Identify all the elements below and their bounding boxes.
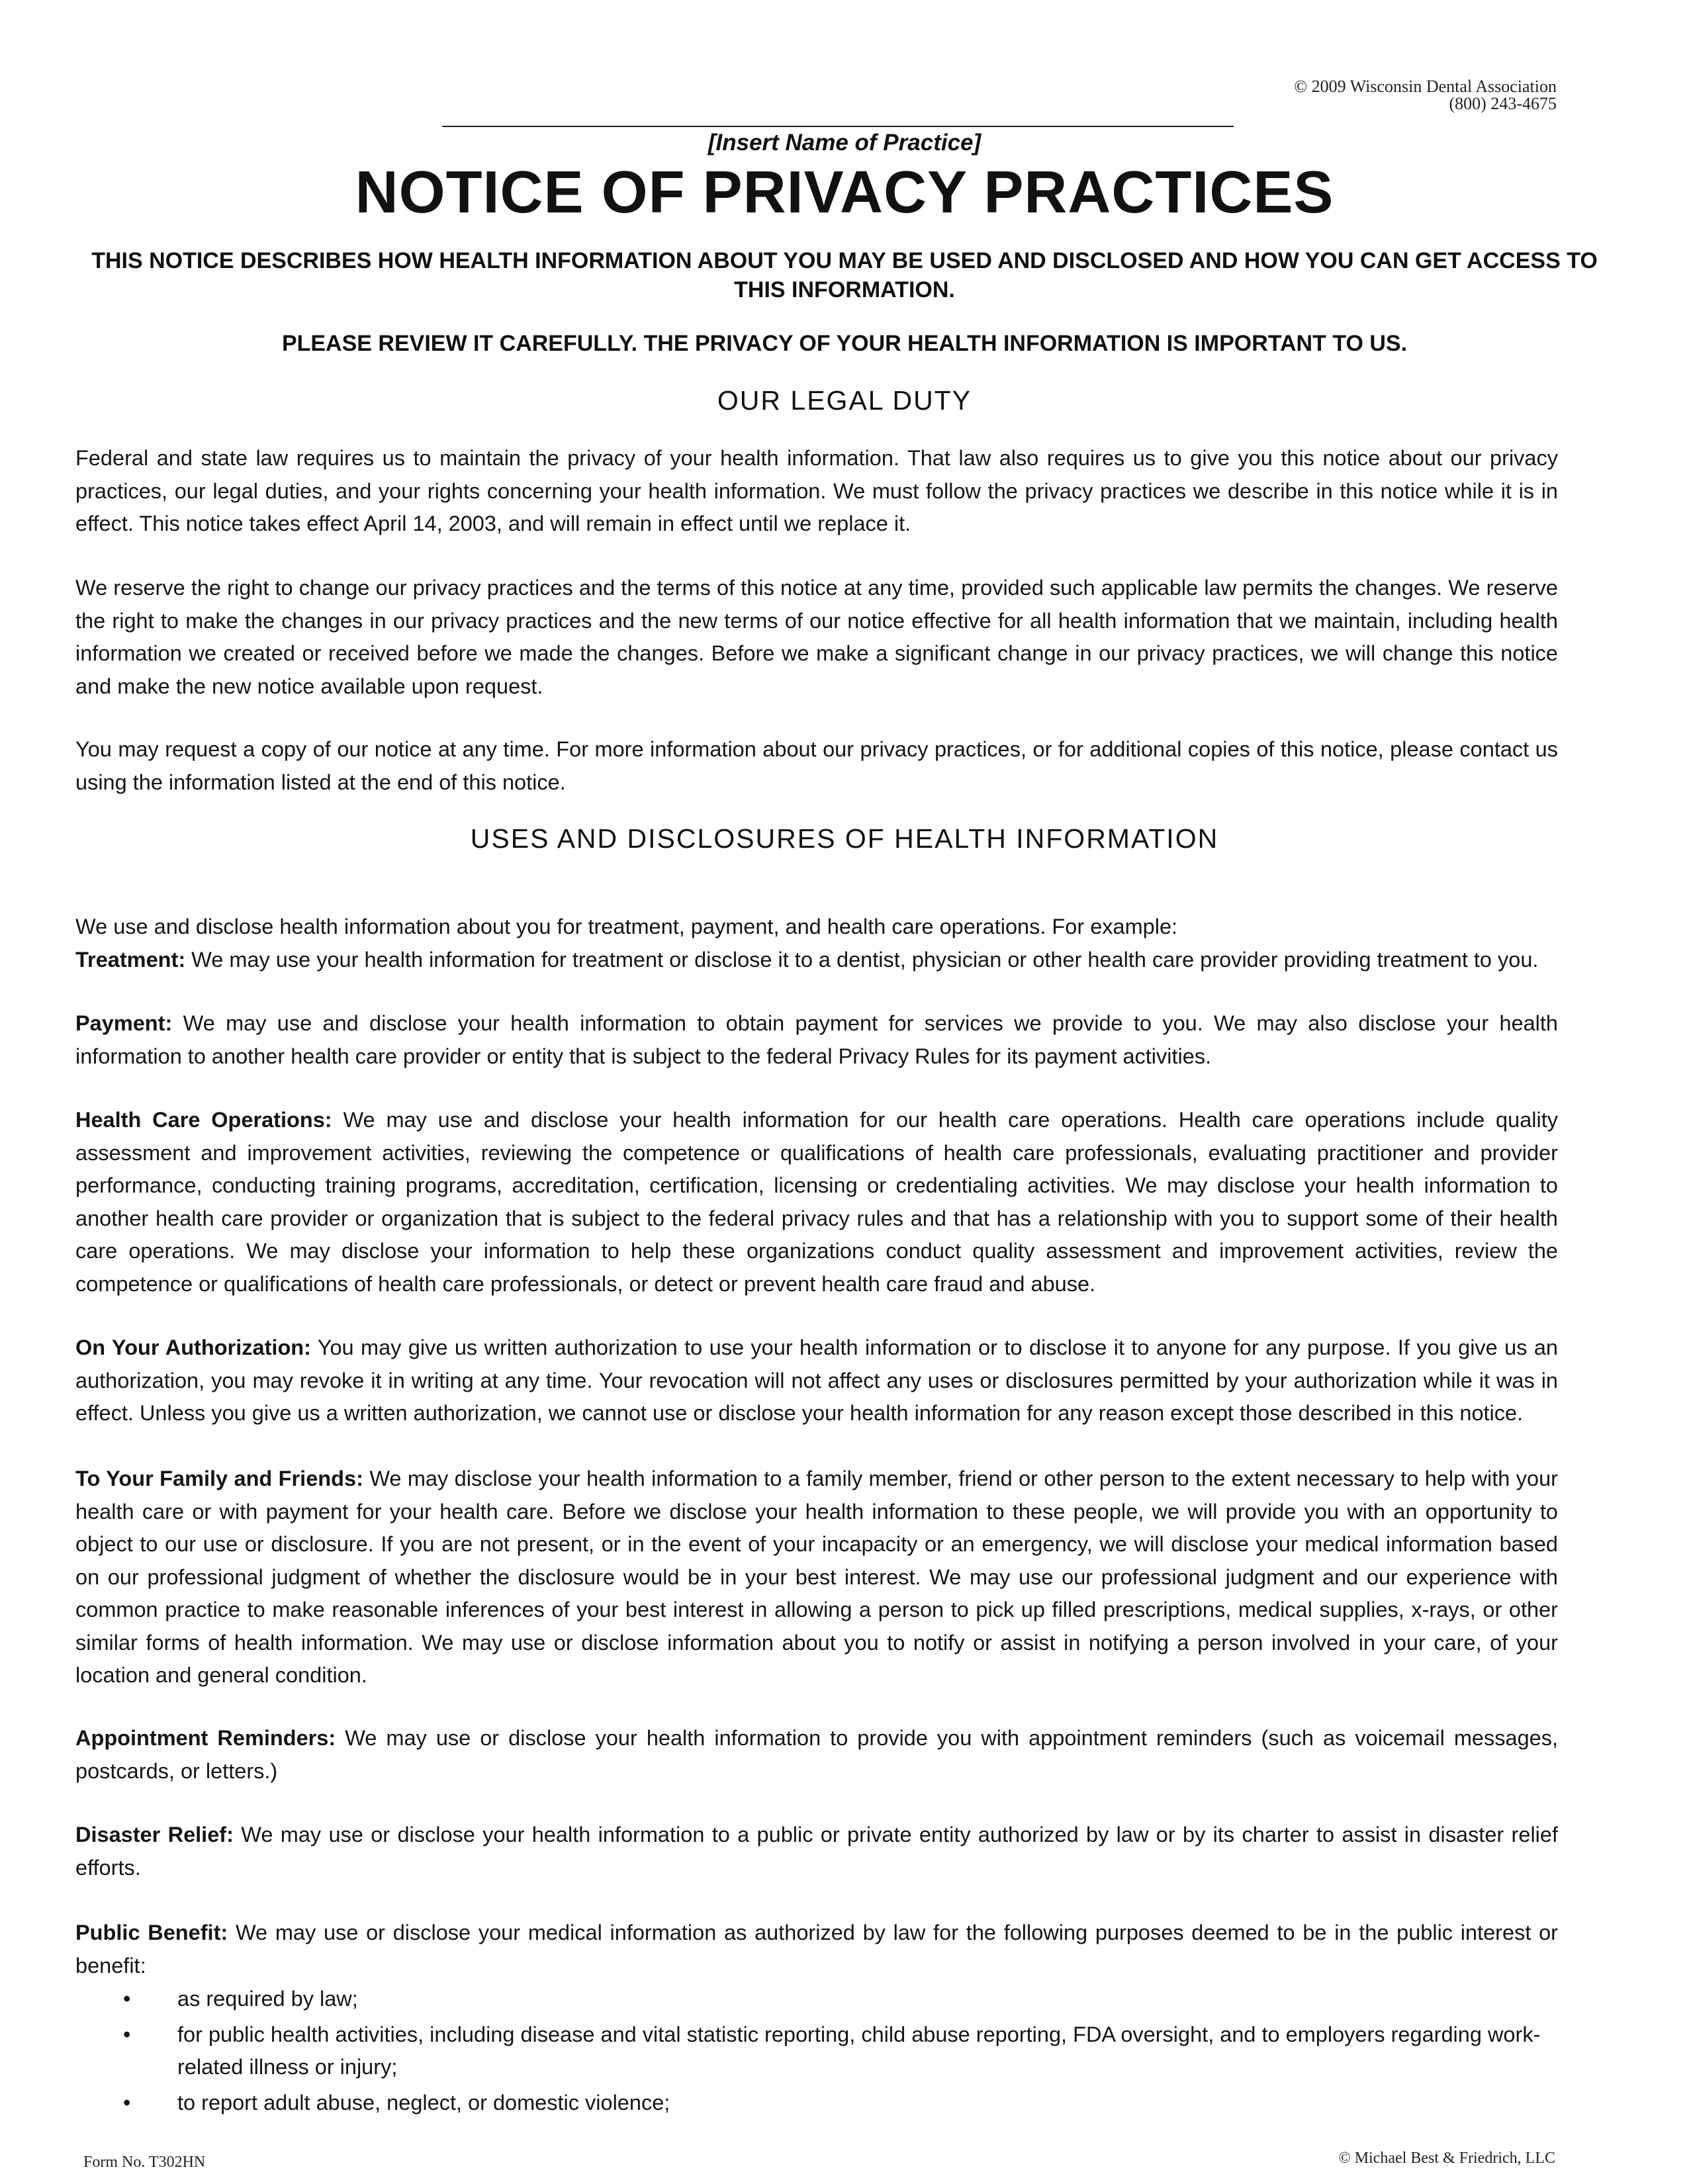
- operations-label: Health Care Operations:: [75, 1108, 332, 1132]
- public-benefit-label: Public Benefit:: [75, 1921, 228, 1944]
- family-text: We may disclose your health information to a family member, friend or other person to the extent necessary to help with your health care or with payment for your health care. Before we disclose your health information to these people, we will provide you with an opportunity to object to our use or disclosure. If you are not present, or in the event of your incapacity or an emergency, we will disclose your medical information based on our professional judgment of whether the disclosure would be in your best interest. We may use our professional judgment and our experience with common practice to make reasonable inferences of your best interest in allowing a person to pick up filled prescriptions, medical supplies, x-rays, or other similar forms of health information. We may use or disclose information about you to notify or assist in notifying a person involved in your care, of your location and general condition.: [75, 1467, 1558, 1687]
- payment-label: Payment:: [75, 1011, 173, 1035]
- legal-duty-paragraph-1: Federal and state law requires us to maintain the privacy of your health information. That law also requires us to give you this notice about our privacy practices, our legal duties, and your rights concerning your health information. We must follow the privacy practices we describe in this notice while it is in effect. This notice takes effect April 14, 2003, and will remain in effect until we replace it.: [75, 446, 1558, 535]
- authorization-text: You may give us written authorization to use your health information or to disclose it to anyone for any purpose. If you give us an authorization, you may revoke it in writing at any time. Your revocation will not affect any uses or disclosures permitted by your authorization while it was in effect. Unless you give us a written authorization, we cannot use or disclose your health information for any reason except those described in this notice.: [75, 1336, 1559, 1425]
- uses-intro-text: We use and disclose health information about you for treatment, payment, and health care operations. For example:: [75, 915, 1178, 938]
- payment-paragraph: [75, 1007, 1558, 1073]
- authorization-paragraph: [75, 1332, 1558, 1430]
- bullet-icon: •: [123, 2090, 131, 2115]
- authorization-label: On Your Authorization:: [75, 1336, 311, 1359]
- list-item: [75, 2019, 1558, 2084]
- reminders-text: We may use or disclose your health information to provide you with appointment reminders (such as voicemail messages, postcards, or letters.): [75, 1726, 1558, 1783]
- page-title: NOTICE OF PRIVACY PRACTICES: [355, 159, 1334, 226]
- treatment-paragraph: [75, 944, 1558, 977]
- list-item-text: as required by law;: [177, 1987, 358, 2011]
- practice-name-placeholder: [Insert Name of Practice]: [708, 130, 981, 156]
- bullet-icon: •: [123, 1987, 131, 2011]
- operations-paragraph: [75, 1104, 1558, 1300]
- notice-subtitle: THIS NOTICE DESCRIBES HOW HEALTH INFORMATION ABOUT YOU MAY BE USED AND DISCLOSED AND HOW YOU CAN GET ACCESS TO THIS INFORMATION.: [91, 248, 1598, 302]
- disaster-text: We may use or disclose your health information to a public or private entity authorized by law or by its charter to assist in disaster relief efforts.: [75, 1823, 1559, 1880]
- copyright-phone: (800) 243-4675: [1449, 94, 1557, 113]
- disaster-label: Disaster Relief:: [75, 1823, 234, 1846]
- public-benefit-list: [75, 1983, 1558, 2122]
- list-item: [75, 2087, 1558, 2120]
- operations-text: We may use and disclose your health information for our health care operations. Health care operations include quality assessment and improvement activities, reviewing the competence or qualifications of health care professionals, evaluating practitioner and provider performance, conducting training programs, accreditation, certification, licensing or credentialing activities. We may disclose your health information to another health care provider or organization that is subject to the federal privacy rules and that has a relationship with you to support some of their health care operations. We may disclose your information to help these organizations conduct quality assessment and improvement activities, review the competence or qualifications of health care professionals, or detect or prevent health care fraud and abuse.: [75, 1108, 1558, 1296]
- uses-intro: [75, 911, 1558, 976]
- practice-name-line: [442, 126, 1234, 127]
- footer-copyright: © Michael Best & Friedrich, LLC: [1338, 2150, 1555, 2167]
- list-item-text: to report adult abuse, neglect, or domestic violence;: [177, 2090, 670, 2115]
- review-notice: PLEASE REVIEW IT CAREFULLY. THE PRIVACY OF YOUR HEALTH INFORMATION IS IMPORTANT TO US.: [281, 331, 1408, 356]
- reminders-label: Appointment Reminders:: [75, 1726, 336, 1750]
- copyright-association: © 2009 Wisconsin Dental Association: [1294, 77, 1557, 96]
- legal-duty-paragraph-3: You may request a copy of our notice at any time. For more information about our privacy practices, or for additional copies of this notice, please contact us using the information listed at the end of this notice.: [75, 737, 1558, 794]
- family-paragraph: [75, 1463, 1558, 1692]
- list-item-text: for public health activities, including disease and vital statistic reporting, child abuse reporting, FDA oversight, and to employers regarding work-related illness or injury;: [177, 2022, 1541, 2079]
- section-heading-legal-duty: OUR LEGAL DUTY: [717, 385, 972, 416]
- header-copyright: [1294, 78, 1557, 113]
- form-number: Form No. T302HN: [83, 2154, 206, 2171]
- reminders-paragraph: [75, 1722, 1558, 1788]
- legal-duty-paragraph-2: We reserve the right to change our privacy practices and the terms of this notice at any time, provided such applicable law permits the changes. We reserve the right to make the changes in our privacy practices and the new terms of our notice effective for all health information that we maintain, including health information we created or received before we made the changes. Before we make a significant change in our privacy practices, we will change this notice and make the new notice available upon request.: [75, 576, 1558, 698]
- disaster-paragraph: [75, 1819, 1558, 1884]
- payment-text: We may use and disclose your health information to obtain payment for services we provide to you. We may also disclose your health information to another health care provider or entity that is subject to the federal Privacy Rules for its payment activities.: [75, 1011, 1558, 1068]
- treatment-text: We may use your health information for treatment or disclose it to a dentist, physician or other health care provider providing treatment to you.: [185, 947, 1539, 972]
- section-heading-uses: USES AND DISCLOSURES OF HEALTH INFORMATION: [470, 823, 1219, 854]
- treatment-label: Treatment:: [75, 947, 186, 972]
- family-label: To Your Family and Friends:: [75, 1467, 363, 1490]
- bullet-icon: •: [123, 2022, 131, 2046]
- public-benefit-text: We may use or disclose your medical information as authorized by law for the following purposes deemed to be in the public interest or benefit:: [75, 1921, 1558, 1978]
- public-benefit-paragraph: [75, 1917, 1558, 1982]
- list-item: [75, 1983, 1558, 2016]
